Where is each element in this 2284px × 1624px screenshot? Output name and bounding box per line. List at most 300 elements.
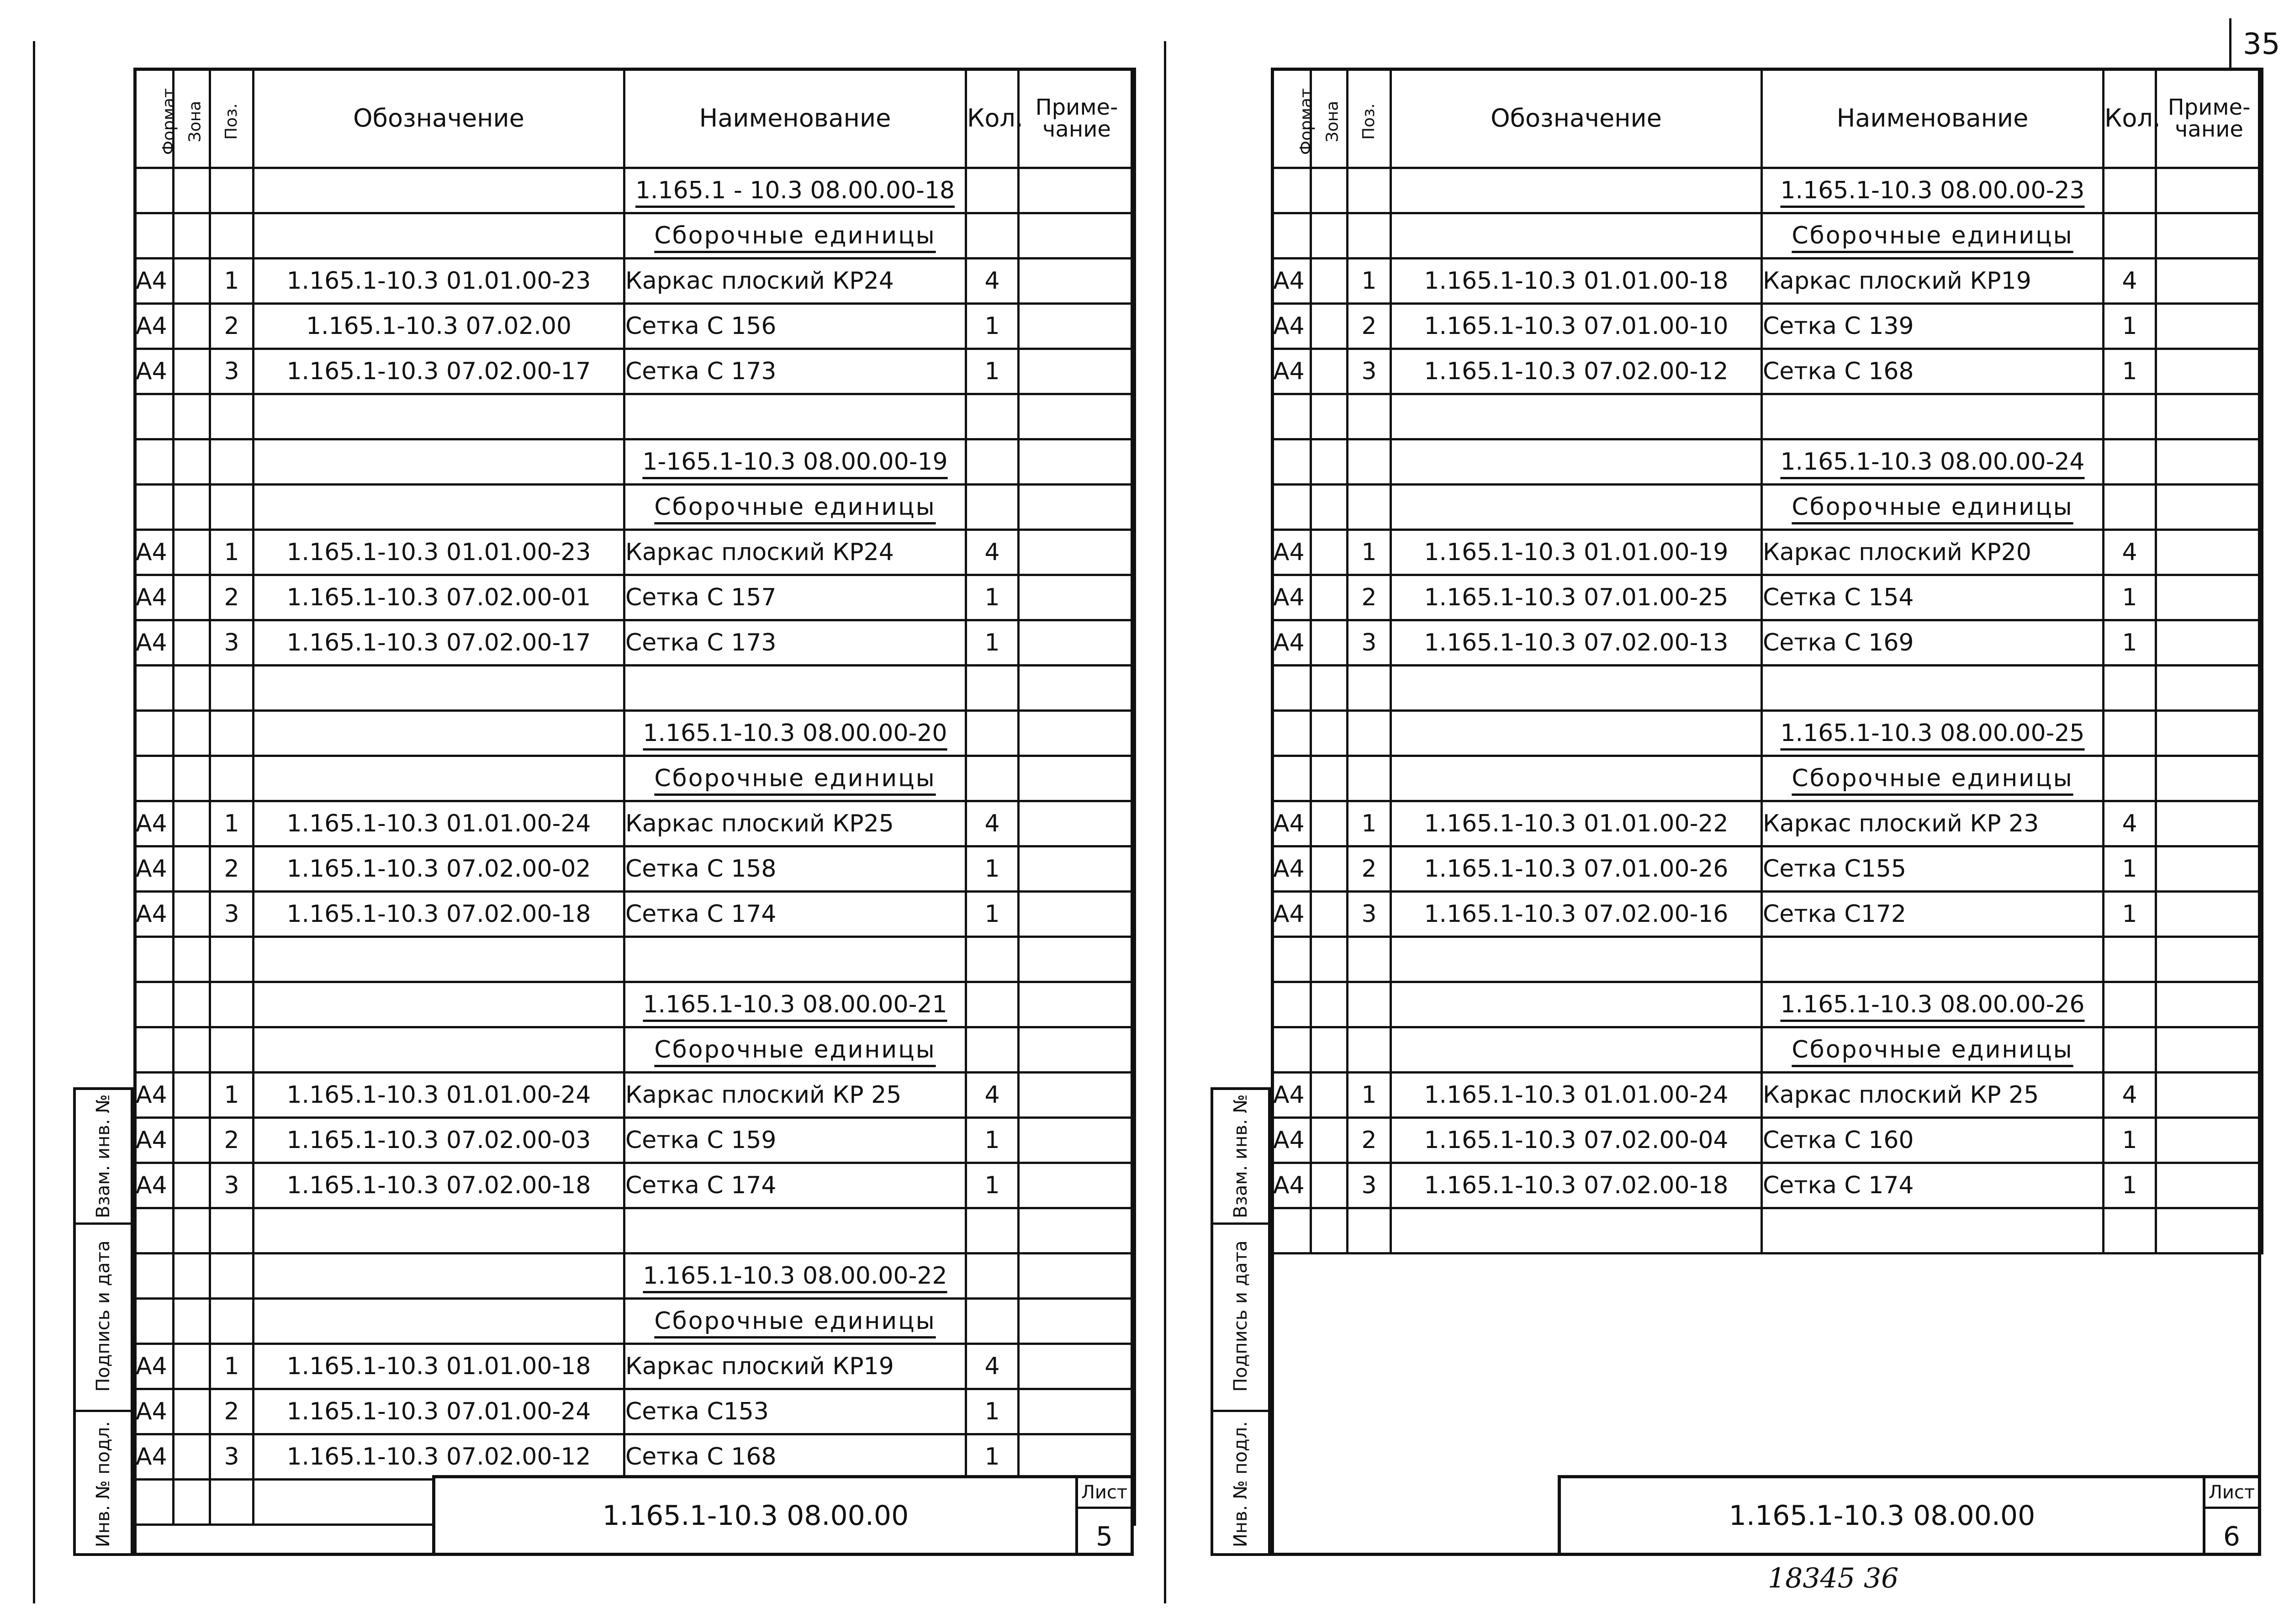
group-designation: 1-165.1-10.3 08.00.00-19 xyxy=(624,439,966,485)
section-title-row xyxy=(135,1027,1135,1073)
cell-zone xyxy=(174,168,210,213)
cell-designation: 1.165.1-10.3 07.02.00-12 xyxy=(254,1434,624,1480)
cell-note xyxy=(2156,892,2263,937)
cell-prim xyxy=(1019,982,1135,1027)
cell-prim xyxy=(1019,485,1135,530)
cell-designation: 1.165.1-10.3 01.01.00-19 xyxy=(1391,530,1762,575)
cell-zone xyxy=(174,394,210,439)
left-spec-table xyxy=(133,68,1136,1526)
table-row xyxy=(1272,801,2263,846)
cell-designation: 1.165.1-10.3 07.02.00-02 xyxy=(254,846,624,892)
cell-note xyxy=(2156,349,2263,394)
cell-pos xyxy=(210,394,254,439)
cell-pos xyxy=(210,937,254,982)
page-number: 35 xyxy=(2243,27,2280,61)
cell-oboz xyxy=(1391,1027,1762,1073)
cell-prim xyxy=(1019,1027,1135,1073)
cell-kol xyxy=(966,213,1019,259)
cell-kol xyxy=(966,756,1019,801)
cell-kol xyxy=(966,1299,1019,1344)
left-margin-podpis: Подпись и дата xyxy=(76,1222,131,1412)
cell-oboz xyxy=(1391,439,1762,485)
cell-position: 2 xyxy=(210,575,254,620)
table-row xyxy=(1272,259,2263,304)
cell-oboz xyxy=(1391,485,1762,530)
cell-name: Сетка С 158 xyxy=(624,846,966,892)
cell-note xyxy=(2156,801,2263,846)
cell-designation: 1.165.1-10.3 01.01.00-18 xyxy=(254,1344,624,1389)
cell-zone xyxy=(174,1208,210,1254)
cell-position: 3 xyxy=(1348,349,1391,394)
cell-pos xyxy=(1348,485,1391,530)
cell-quantity: 4 xyxy=(966,259,1019,304)
cell-position: 1 xyxy=(210,530,254,575)
cell-pos xyxy=(1348,1208,1391,1254)
cell-kol xyxy=(2104,485,2156,530)
cell-zone xyxy=(174,1299,210,1344)
left-sheet-number: 5 xyxy=(1096,1521,1113,1552)
page-number-divider xyxy=(2229,18,2231,69)
section-title: Сборочные единицы xyxy=(1762,213,2104,259)
cell-oboz xyxy=(1391,711,1762,756)
cell-pos xyxy=(210,1254,254,1299)
cell-kol xyxy=(2104,982,2156,1027)
cell-note xyxy=(1019,892,1135,937)
cell-kol xyxy=(2104,711,2156,756)
cell-position: 2 xyxy=(210,304,254,349)
group-designation-row xyxy=(135,982,1135,1027)
right-spec-table xyxy=(1271,68,2263,1254)
cell-quantity: 1 xyxy=(2104,1118,2156,1163)
section-title-row xyxy=(135,1299,1135,1344)
cell-note xyxy=(2156,575,2263,620)
cell-prim xyxy=(1019,666,1135,711)
cell-note xyxy=(1019,1434,1135,1480)
col-kol-header: Кол. xyxy=(966,69,1019,168)
cell-oboz xyxy=(254,485,624,530)
group-designation-row xyxy=(1272,982,2263,1027)
cell-position: 1 xyxy=(1348,259,1391,304)
cell-kol xyxy=(966,394,1019,439)
cell-format: А4 xyxy=(135,801,174,846)
cell-format: А4 xyxy=(1272,620,1311,666)
cell-format: А4 xyxy=(1272,349,1311,394)
cell-zone xyxy=(1311,439,1348,485)
cell-zone xyxy=(1311,846,1348,892)
section-title: Сборочные единицы xyxy=(624,485,966,530)
table-row xyxy=(135,259,1135,304)
cell-name: Каркас плоский КР19 xyxy=(624,1344,966,1389)
cell-oboz xyxy=(1391,394,1762,439)
cell-prim xyxy=(1019,168,1135,213)
cell-quantity: 1 xyxy=(966,575,1019,620)
cell-zone xyxy=(174,1118,210,1163)
cell-designation: 1.165.1-10.3 01.01.00-23 xyxy=(254,259,624,304)
table-row xyxy=(135,666,1135,711)
col-zone-header: Зона xyxy=(174,69,210,168)
cell-kol xyxy=(966,1254,1019,1299)
cell-position: 3 xyxy=(210,1163,254,1208)
cell-zone xyxy=(1311,711,1348,756)
col-oboz-header: Обозначение xyxy=(254,69,624,168)
cell-quantity: 1 xyxy=(2104,846,2156,892)
cell-oboz xyxy=(254,1254,624,1299)
cell-note xyxy=(2156,530,2263,575)
cell-pos xyxy=(1348,213,1391,259)
cell-position: 2 xyxy=(1348,1118,1391,1163)
cell-prim xyxy=(1019,439,1135,485)
cell-zone xyxy=(1311,1073,1348,1118)
cell-note xyxy=(2156,1163,2263,1208)
cell-zone xyxy=(1311,349,1348,394)
col-zone-header: Зона xyxy=(1311,69,1348,168)
cell-kol xyxy=(2104,439,2156,485)
cell-note xyxy=(2156,1073,2263,1118)
cell-quantity: 4 xyxy=(966,801,1019,846)
cell-note xyxy=(2156,620,2263,666)
table-row xyxy=(135,1389,1135,1434)
cell-format: А4 xyxy=(1272,1163,1311,1208)
cell-oboz xyxy=(254,937,624,982)
cell-oboz xyxy=(254,1027,624,1073)
cell-prim xyxy=(2156,168,2263,213)
group-designation: 1.165.1-10.3 08.00.00-23 xyxy=(1762,168,2104,213)
cell-prim xyxy=(1019,756,1135,801)
cell-prim xyxy=(2156,666,2263,711)
cell-position: 2 xyxy=(210,1389,254,1434)
cell-zone xyxy=(1311,1118,1348,1163)
cell-name xyxy=(624,937,966,982)
cell-pos xyxy=(210,1208,254,1254)
cell-quantity: 1 xyxy=(966,1163,1019,1208)
cell-name: Сетка С 168 xyxy=(624,1434,966,1480)
cell-fmt xyxy=(1272,982,1311,1027)
cell-prim xyxy=(2156,213,2263,259)
cell-oboz xyxy=(1391,666,1762,711)
group-designation-row xyxy=(1272,711,2263,756)
cell-kol xyxy=(2104,213,2156,259)
group-designation: 1.165.1-10.3 08.00.00-24 xyxy=(1762,439,2104,485)
cell-zone xyxy=(1311,485,1348,530)
cell-fmt xyxy=(135,1480,174,1525)
left-margin-vzam: Взам. инв. № xyxy=(76,1090,131,1225)
group-designation-row xyxy=(135,439,1135,485)
cell-note xyxy=(1019,259,1135,304)
cell-name: Сетка С155 xyxy=(1762,846,2104,892)
cell-format: А4 xyxy=(135,1118,174,1163)
group-designation: 1.165.1-10.3 08.00.00-25 xyxy=(1762,711,2104,756)
cell-name xyxy=(624,1208,966,1254)
cell-designation: 1.165.1-10.3 07.02.00-18 xyxy=(254,1163,624,1208)
cell-name: Сетка С172 xyxy=(1762,892,2104,937)
section-title-row xyxy=(1272,756,2263,801)
cell-zone xyxy=(174,485,210,530)
right-sheet-number: 6 xyxy=(2223,1521,2240,1552)
cell-format: А4 xyxy=(135,620,174,666)
cell-fmt xyxy=(135,1027,174,1073)
cell-zone xyxy=(174,1480,210,1525)
cell-pos xyxy=(210,439,254,485)
cell-zone xyxy=(174,937,210,982)
cell-fmt xyxy=(135,1208,174,1254)
cell-zone xyxy=(1311,756,1348,801)
col-prim-header: Приме-чание xyxy=(2156,69,2263,168)
cell-format: А4 xyxy=(135,304,174,349)
cell-position: 2 xyxy=(210,1118,254,1163)
cell-position: 3 xyxy=(210,1434,254,1480)
cell-name xyxy=(1762,1208,2104,1254)
cell-designation: 1.165.1-10.3 07.02.00-01 xyxy=(254,575,624,620)
cell-prim xyxy=(1019,711,1135,756)
table-row xyxy=(135,1073,1135,1118)
group-designation-row xyxy=(1272,439,2263,485)
table-row xyxy=(1272,304,2263,349)
col-oboz-header: Обозначение xyxy=(1391,69,1762,168)
table-header-row xyxy=(135,69,1135,168)
cell-zone xyxy=(1311,394,1348,439)
cell-fmt xyxy=(1272,439,1311,485)
cell-designation: 1.165.1-10.3 01.01.00-23 xyxy=(254,530,624,575)
right-sheet-label: Лист xyxy=(2205,1478,2258,1509)
cell-fmt xyxy=(1272,213,1311,259)
col-format-header: Формат xyxy=(135,69,174,168)
table-row xyxy=(135,394,1135,439)
cell-fmt xyxy=(1272,711,1311,756)
cell-kol xyxy=(966,485,1019,530)
cell-position: 3 xyxy=(1348,1163,1391,1208)
cell-quantity: 4 xyxy=(966,530,1019,575)
cell-designation: 1.165.1-10.3 07.02.00-13 xyxy=(1391,620,1762,666)
table-row xyxy=(135,530,1135,575)
group-designation-row xyxy=(135,1254,1135,1299)
cell-note xyxy=(1019,1073,1135,1118)
cell-designation: 1.165.1-10.3 07.02.00-16 xyxy=(1391,892,1762,937)
cell-prim xyxy=(2156,1027,2263,1073)
cell-oboz xyxy=(1391,213,1762,259)
cell-zone xyxy=(174,1027,210,1073)
cell-fmt xyxy=(1272,666,1311,711)
section-title-row xyxy=(1272,213,2263,259)
section-title-row xyxy=(1272,1027,2263,1073)
left-title-block xyxy=(432,1475,1134,1556)
cell-name: Сетка С 156 xyxy=(624,304,966,349)
cell-prim xyxy=(2156,485,2263,530)
cell-position: 3 xyxy=(1348,620,1391,666)
col-pos-header: Поз. xyxy=(210,69,254,168)
cell-quantity: 1 xyxy=(966,846,1019,892)
cell-prim xyxy=(1019,937,1135,982)
cell-pos xyxy=(1348,439,1391,485)
cell-kol xyxy=(966,937,1019,982)
cell-name: Каркас плоский КР19 xyxy=(1762,259,2104,304)
cell-fmt xyxy=(135,439,174,485)
table-row xyxy=(1272,1208,2263,1254)
cell-zone xyxy=(1311,259,1348,304)
cell-zone xyxy=(1311,801,1348,846)
group-designation-row xyxy=(135,168,1135,213)
cell-oboz xyxy=(1391,937,1762,982)
cell-kol xyxy=(2104,756,2156,801)
cell-zone xyxy=(174,304,210,349)
cell-position: 1 xyxy=(1348,801,1391,846)
cell-kol xyxy=(2104,1027,2156,1073)
table-row xyxy=(135,1208,1135,1254)
cell-designation: 1.165.1-10.3 07.01.00-25 xyxy=(1391,575,1762,620)
cell-prim xyxy=(2156,1208,2263,1254)
cell-note xyxy=(1019,801,1135,846)
cell-zone xyxy=(1311,304,1348,349)
cell-zone xyxy=(174,1434,210,1480)
cell-format: А4 xyxy=(135,892,174,937)
cell-format: А4 xyxy=(135,1344,174,1389)
cell-name xyxy=(624,666,966,711)
cell-designation: 1.165.1-10.3 07.01.00-10 xyxy=(1391,304,1762,349)
cell-zone xyxy=(174,575,210,620)
cell-pos xyxy=(1348,168,1391,213)
cell-prim xyxy=(2156,756,2263,801)
cell-oboz xyxy=(1391,168,1762,213)
cell-kol xyxy=(2104,666,2156,711)
cell-prim xyxy=(1019,1254,1135,1299)
cell-pos xyxy=(1348,666,1391,711)
right-title-block xyxy=(1558,1475,2261,1556)
cell-format: А4 xyxy=(135,259,174,304)
cell-kol xyxy=(2104,1208,2156,1254)
cell-quantity: 4 xyxy=(966,1344,1019,1389)
cell-position: 3 xyxy=(210,892,254,937)
cell-fmt xyxy=(135,982,174,1027)
cell-prim xyxy=(2156,982,2263,1027)
cell-pos xyxy=(210,756,254,801)
table-row xyxy=(135,801,1135,846)
cell-zone xyxy=(1311,937,1348,982)
cell-oboz xyxy=(1391,982,1762,1027)
table-row xyxy=(1272,892,2263,937)
footer-handwritten-note: 18345 36 xyxy=(1768,1562,1899,1594)
cell-quantity: 1 xyxy=(966,1389,1019,1434)
group-designation-row xyxy=(135,711,1135,756)
cell-fmt xyxy=(1272,394,1311,439)
cell-fmt xyxy=(135,394,174,439)
group-designation: 1.165.1-10.3 08.00.00-20 xyxy=(624,711,966,756)
cell-pos xyxy=(1348,394,1391,439)
cell-position: 1 xyxy=(1348,530,1391,575)
cell-format: А4 xyxy=(1272,575,1311,620)
left-sheet-cell xyxy=(1075,1478,1131,1553)
cell-fmt xyxy=(1272,1027,1311,1073)
cell-name xyxy=(1762,937,2104,982)
cell-format: А4 xyxy=(1272,892,1311,937)
table-row xyxy=(1272,394,2263,439)
table-row xyxy=(135,1434,1135,1480)
cell-name: Сетка С 173 xyxy=(624,349,966,394)
cell-name: Сетка С 174 xyxy=(624,892,966,937)
cell-note xyxy=(1019,349,1135,394)
cell-fmt xyxy=(135,485,174,530)
cell-oboz xyxy=(254,213,624,259)
cell-pos xyxy=(210,1027,254,1073)
cell-prim xyxy=(2156,937,2263,982)
cell-pos xyxy=(210,168,254,213)
cell-fmt xyxy=(135,937,174,982)
left-margin-strip xyxy=(73,1087,133,1556)
section-title: Сборочные единицы xyxy=(1762,485,2104,530)
cell-zone xyxy=(174,711,210,756)
cell-oboz xyxy=(254,394,624,439)
section-title-row xyxy=(135,485,1135,530)
cell-name: Каркас плоский КР20 xyxy=(1762,530,2104,575)
cell-zone xyxy=(174,846,210,892)
table-row xyxy=(1272,937,2263,982)
right-margin-inv: Инв. № подл. xyxy=(1230,1421,1251,1547)
cell-format: А4 xyxy=(135,1434,174,1480)
cell-quantity: 1 xyxy=(966,620,1019,666)
cell-format: А4 xyxy=(135,1163,174,1208)
cell-kol xyxy=(2104,937,2156,982)
cell-zone xyxy=(174,982,210,1027)
cell-designation: 1.165.1-10.3 07.02.00-04 xyxy=(1391,1118,1762,1163)
cell-position: 1 xyxy=(210,1073,254,1118)
table-row xyxy=(1272,1163,2263,1208)
cell-quantity: 1 xyxy=(966,349,1019,394)
cell-zone xyxy=(174,349,210,394)
col-kol-header: Кол. xyxy=(2104,69,2156,168)
cell-note xyxy=(1019,304,1135,349)
table-row xyxy=(1272,666,2263,711)
cell-kol xyxy=(966,168,1019,213)
cell-pos xyxy=(1348,937,1391,982)
cell-pos xyxy=(210,213,254,259)
cell-kol xyxy=(2104,394,2156,439)
col-pos-header: Поз. xyxy=(1348,69,1391,168)
cell-zone xyxy=(174,1389,210,1434)
section-title: Сборочные единицы xyxy=(1762,1027,2104,1073)
cell-note xyxy=(1019,1389,1135,1434)
cell-kol xyxy=(966,1027,1019,1073)
left-sheet-label: Лист xyxy=(1078,1478,1131,1509)
right-stamp-code: 1.165.1-10.3 08.00.00 xyxy=(1729,1499,2036,1532)
table-row xyxy=(135,349,1135,394)
cell-pos xyxy=(210,982,254,1027)
cell-note xyxy=(1019,846,1135,892)
cell-position: 1 xyxy=(210,801,254,846)
cell-prim xyxy=(1019,213,1135,259)
cell-zone xyxy=(1311,1208,1348,1254)
cell-note xyxy=(1019,1163,1135,1208)
cell-kol xyxy=(966,982,1019,1027)
group-designation: 1.165.1-10.3 08.00.00-26 xyxy=(1762,982,2104,1027)
cell-quantity: 1 xyxy=(966,1118,1019,1163)
cell-zone xyxy=(1311,1163,1348,1208)
cell-format: А4 xyxy=(1272,801,1311,846)
cell-designation: 1.165.1-10.3 07.02.00-03 xyxy=(254,1118,624,1163)
cell-oboz xyxy=(254,1299,624,1344)
cell-zone xyxy=(1311,530,1348,575)
cell-designation: 1.165.1-10.3 01.01.00-24 xyxy=(1391,1073,1762,1118)
cell-note xyxy=(1019,530,1135,575)
cell-kol xyxy=(966,439,1019,485)
cell-prim xyxy=(1019,1208,1135,1254)
cell-prim xyxy=(2156,439,2263,485)
col-name-header: Наименование xyxy=(624,69,966,168)
cell-format: А4 xyxy=(1272,530,1311,575)
cell-name: Каркас плоский КР 23 xyxy=(1762,801,2104,846)
cell-fmt xyxy=(135,1299,174,1344)
cell-designation: 1.165.1-10.3 07.02.00-18 xyxy=(1391,1163,1762,1208)
cell-format: А4 xyxy=(1272,1118,1311,1163)
cell-fmt xyxy=(1272,168,1311,213)
cell-oboz xyxy=(1391,756,1762,801)
